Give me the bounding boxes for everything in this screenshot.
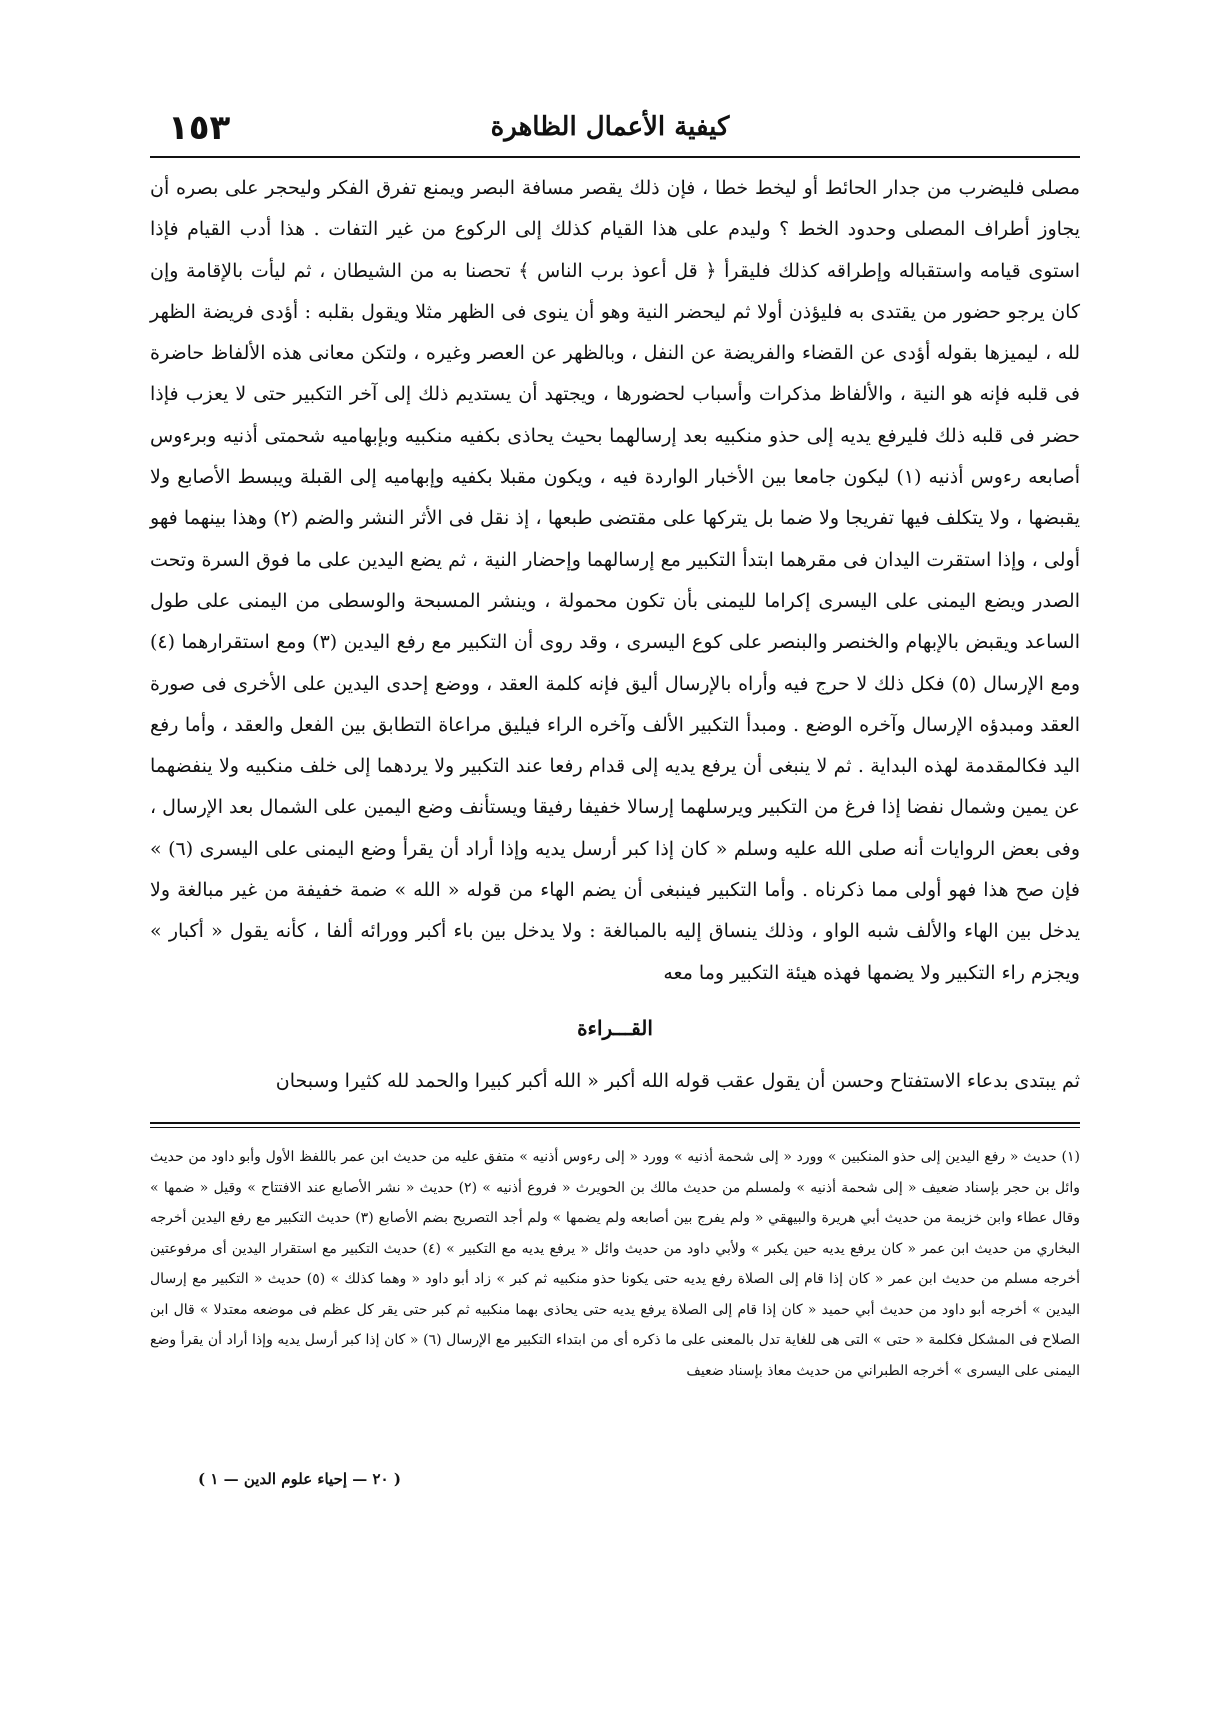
footnotes-text: (١) حديث « رفع اليدين إلى حذو المنكبين » وورد « إلى شحمة أذنيه » وورد « إلى رءوس أذنيه » متفق عليه من حديث ابن عمر باللفظ الأول وأبو داود من حديث وائل بن حجر بإسناد ضعيف « إلى شحمة أذنيه » ولمسلم من حديث مالك بن الحويرث « فروع أذنيه » (٢) حديث « نشر الأصابع عند الافتتاح » وقيل « ضمها » وقال عطاء وابن خزيمة من حديث أبي هريرة والبيهقي « ولم يفرج بين أصابعه ولم يضمها » ولم أجد التصريح بضم الأصابع (٣) حديث التكبير مع رفع اليدين أخرجه البخاري من حديث ابن عمر « كان يرفع يديه حين يكبر » ولأبي داود من حديث وائل « يرفع يديه مع التكبير » (٤) حديث التكبير مع استقرار اليدين أى مرفوعتين أخرجه مسلم من حديث ابن عمر « كان إذا قام إلى الصلاة رفع يديه حتى يكونا حذو منكبيه ثم كبر » زاد أبو داود « وهما كذلك » (٥) حديث « التكبير مع إرسال اليدين » أخرجه أبو داود من حديث أبي حميد « كان إذا قام إلى الصلاة يرفع يديه حتى يحاذى بهما منكبيه ثم كبر حتى يقر كل عظم فى موضعه معتدلا » قال ابن الصلاح فى المشكل فكلمة « حتى » التى هى للغاية تدل بالمعنى على ما ذكره أى من ابتداء التكبير مع الإرسال (٦) « كان إذا كبر أرسل يديه وإذا أراد أن يقرأ وضع اليمنى على اليسرى » أخرجه الطبراني من حديث معاذ بإسناد ضعيف xyxy=(150,1149,1080,1379)
page-header xyxy=(150,108,1070,152)
header-divider xyxy=(150,156,1080,158)
main-text xyxy=(150,168,1080,994)
section-first-line: ثم يبتدى بدعاء الاستفتاح وحسن أن يقول عقب قوله الله أكبر « الله أكبر كبيرا والحمد لله كثيرا وسبحان xyxy=(275,1070,1080,1092)
printer-signature xyxy=(150,1470,1080,1488)
signature-text: ( ٢٠ — إحياء علوم الدين — ١ ) xyxy=(198,1470,401,1488)
body-paragraph: مصلى فليضرب من جدار الحائط أو ليخط خطا ، فإن ذلك يقصر مسافة البصر ويمنع تفرق الفكر وليحجر على بصره أن يجاوز أطراف المصلى وحدود الخط ؟ وليدم على هذا القيام كذلك إلى الركوع من غير التفات . هذا أدب القيام فإذا استوى قيامه واستقباله وإطراقه كذلك فليقرأ ﴿ قل أعوذ برب الناس ﴾ تحصنا به من الشيطان ، ثم ليأت بالإقامة وإن كان يرجو حضور من يقتدى به فليؤذن أولا ثم ليحضر النية وهو أن ينوى فى الظهر مثلا ويقول بقلبه : أؤدى فريضة الظهر لله ، ليميزها بقوله أؤدى عن القضاء والفريضة عن النفل ، وبالظهر عن العصر وغيره ، ولتكن معانى هذه الألفاظ حاضرة فى قلبه فإنه هو النية ، والألفاظ مذكرات وأسباب لحضورها ، ويجتهد أن يستديم ذلك إلى آخر التكبير حتى لا يعزب فإذا حضر فى قلبه ذلك فليرفع يديه إلى حذو منكبيه بعد إرسالهما بحيث يحاذى بكفيه منكبيه وبإبهاميه شحمتى أذنيه وبرءوس أصابعه رءوس أذنيه (١) ليكون جامعا بين الأخبار الواردة فيه ، ويكون مقبلا بكفيه وإبهاميه إلى القبلة ويبسط الأصابع ولا يقبضها ، ولا يتكلف فيها تفريجا ولا ضما بل يتركها على مقتضى طبعها ، إذ نقل فى الأثر النشر والضم (٢) وهذا بينهما فهو أولى ، وإذا استقرت اليدان فى مقرهما ابتدأ التكبير مع إرسالهما وإحضار النية ، ثم يضع اليدين على ما فوق السرة وتحت الصدر ويضع اليمنى على اليسرى إكراما لليمنى بأن تكون محمولة ، وينشر المسبحة والوسطى من اليمنى على طول الساعد ويقبض بالإبهام والخنصر والبنصر على كوع اليسرى ، وقد روى أن التكبير مع رفع اليدين (٣) ومع استقرارهما (٤) ومع الإرسال (٥) فكل ذلك لا حرج فيه وأراه بالإرسال أليق فإنه كلمة العقد ، ووضع إحدى اليدين على الأخرى فى صورة العقد ومبدؤه الإرسال وآخره الوضع . ومبدأ التكبير الألف وآخره الراء فيليق مراعاة التطابق بين الفعل والعقد ، وأما رفع اليد فكالمقدمة لهذه البداية . ثم لا ينبغى أن يرفع يديه إلى قدام رفعا عند التكبير ولا يردهما إلى خلف منكبيه ولا ينفضهما عن يمين وشمال نفضا إذا فرغ من التكبير ويرسلهما إرسالا خفيفا رفيقا ويستأنف وضع اليمين على الشمال بعد الإرسال ، وفى بعض الروايات أنه صلى الله عليه وسلم « كان إذا كبر أرسل يديه وإذا أراد أن يقرأ وضع اليمنى على اليسرى (٦) » فإن صح هذا فهو أولى مما ذكرناه . وأما التكبير فينبغى أن يضم الهاء من قوله « الله » ضمة خفيفة من غير مبالغة ولا يدخل بين الهاء والألف شبه الواو ، وذلك ينساق إليه بالمبالغة : ولا يدخل بين باء أكبر وورائه ألفا ، كأنه يقول « أكبار » ويجزم راء التكبير ولا يضمها فهذه هيئة التكبير وما معه xyxy=(150,177,1081,984)
footnote-divider xyxy=(150,1122,1080,1124)
section-heading-qiraa: القـــراءة xyxy=(577,1016,653,1040)
page-number: ١٥٣ xyxy=(168,108,231,148)
footnote-divider-thin xyxy=(150,1127,1080,1128)
running-title: كيفية الأعمال الظاهرة xyxy=(490,112,730,142)
footnotes xyxy=(150,1142,1080,1386)
